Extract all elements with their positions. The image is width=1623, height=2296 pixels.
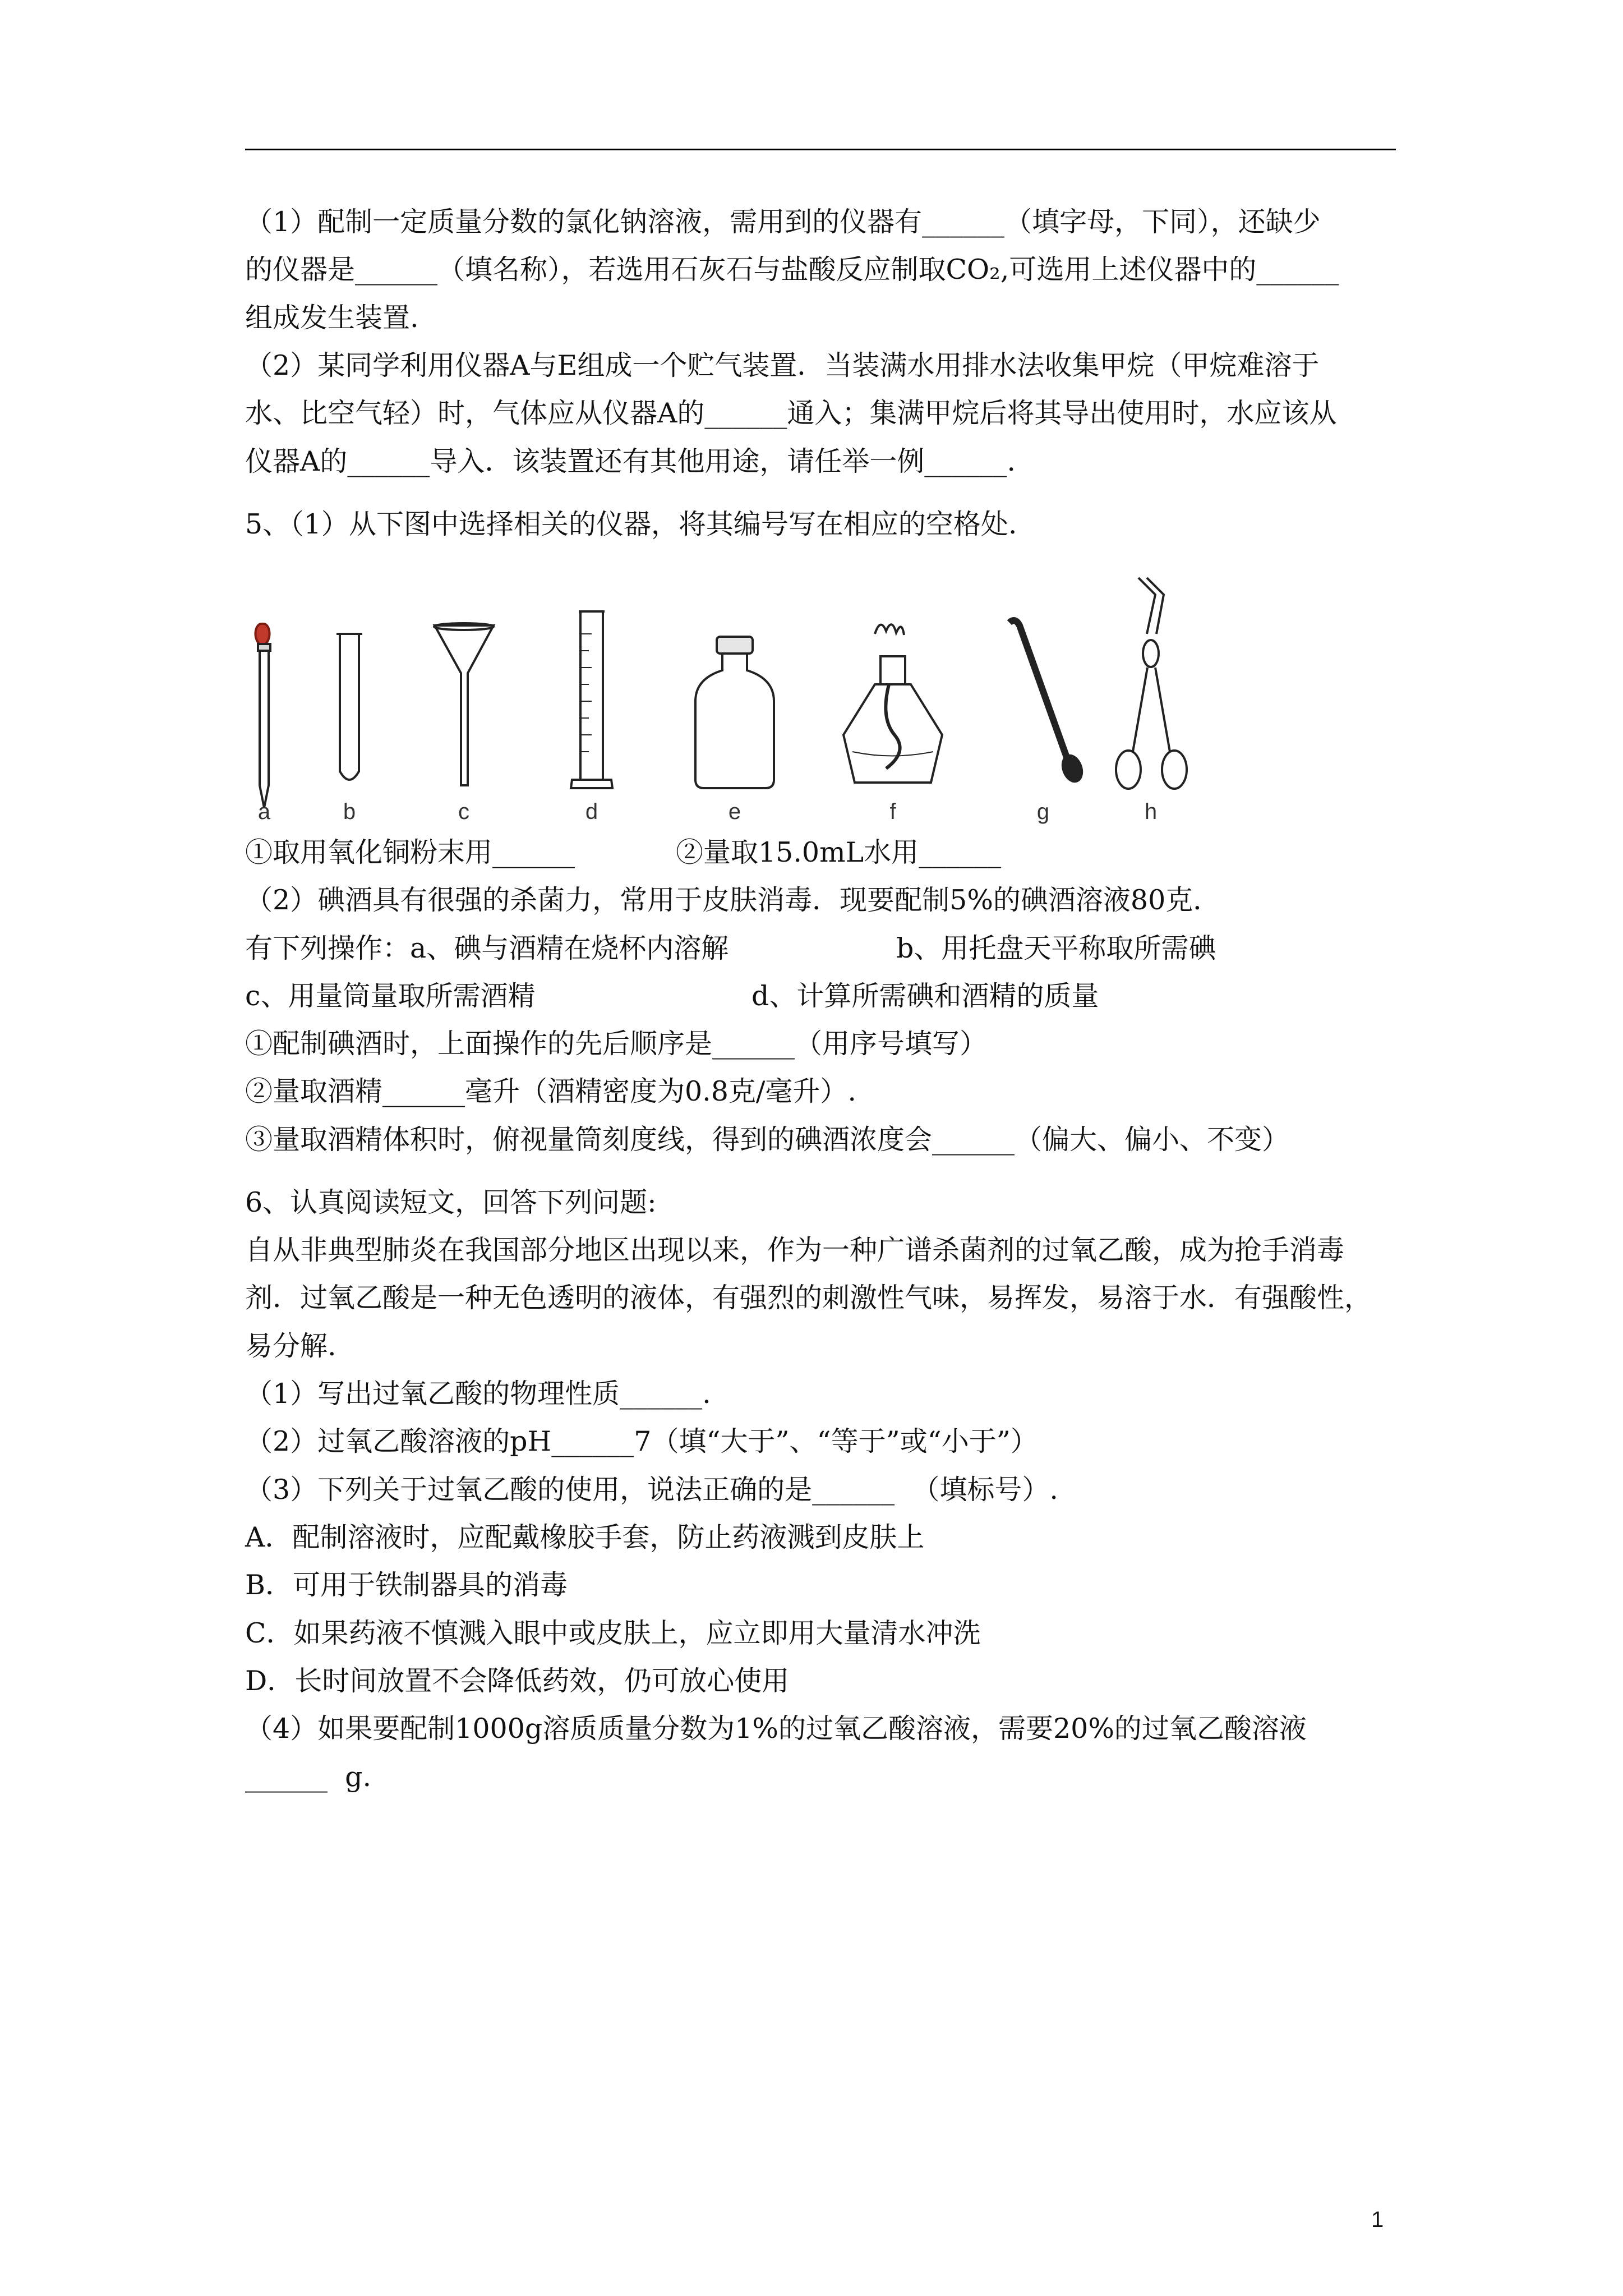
q5-sub3: ③量取酒精体积时，俯视量筒刻度线，得到的碘酒浓度会______（偏大、偏小、不变） — [245, 1124, 1290, 1156]
q6-subq3: （3）下列关于过氧乙酸的使用，说法正确的是______ （填标号）. — [245, 1474, 1058, 1506]
label-f: f — [889, 799, 896, 824]
test-tube-icon — [336, 634, 362, 780]
q6-subq2: （2）过氧乙酸溶液的pH______7（填“大于”、“等于”或“小于”） — [245, 1425, 1038, 1457]
q5-ops-intro: 有下列操作：a、碘与酒精在烧杯内溶解 — [245, 932, 729, 964]
q5-question1b: ②量取15.0mL水用______ — [676, 836, 1002, 868]
q6-option-d: D．长时间放置不会降低药效，仍可放心使用 — [245, 1665, 790, 1697]
q6-subq1: （1）写出过氧乙酸的物理性质______. — [245, 1378, 711, 1410]
q6-passage-line1: 自从非典型肺炎在我国部分地区出现以来，作为一种广谱杀菌剂的过氧乙酸，成为抢手消毒 — [245, 1234, 1345, 1266]
q6-title: 6、认真阅读短文，回答下列问题: — [245, 1186, 657, 1218]
dropper-icon — [255, 624, 270, 808]
crucible-tongs-icon — [1116, 578, 1187, 789]
q5-part2: （2）碘酒具有很强的杀菌力，常用于皮肤消毒．现要配制5%的碘酒溶液80克． — [245, 884, 1221, 916]
q4-part2-line1: （2）某同学利用仪器A与E组成一个贮气装置．当装满水用排水法收集甲烷（甲烷难溶于 — [245, 349, 1320, 381]
q6-subq4-line2: ______ g. — [245, 1761, 372, 1793]
q5-title: 5、（1）从下图中选择相关的仪器，将其编号写在相应的空格处. — [245, 508, 1017, 540]
label-d: d — [585, 799, 598, 824]
label-b: b — [343, 799, 356, 824]
q6-passage-line3: 易分解. — [245, 1330, 336, 1362]
q4-part2-line3: 仪器A的______导入．该装置还有其他用途，请任举一例______. — [245, 445, 1016, 477]
header-rule — [245, 149, 1396, 150]
page-number: 1 — [1371, 2207, 1384, 2232]
q4-part1-line2: 的仪器是______（填名称），若选用石灰石与盐酸反应制取CO₂,可选用上述仪器中的______ — [245, 254, 1339, 286]
funnel-icon — [434, 623, 494, 785]
q6-option-a: A．配制溶液时，应配戴橡胶手套，防止药液溅到皮肤上 — [245, 1521, 925, 1553]
q5-op-c: c、用量筒量取所需酒精 — [245, 980, 536, 1012]
q5-question1a: ①取用氧化铜粉末用______ — [245, 836, 575, 868]
q5-sub1: ①配制碘酒时，上面操作的先后顺序是______（用序号填写） — [245, 1028, 988, 1060]
spatula-icon — [1009, 620, 1085, 784]
label-e: e — [728, 799, 741, 824]
q5-op-d: d、计算所需碘和酒精的质量 — [751, 980, 1099, 1012]
q6-passage-line2: 剂．过氧乙酸是一种无色透明的液体，有强烈的刺激性气味，易挥发，易溶于水．有强酸性， — [245, 1282, 1372, 1314]
q6-option-b: B．可用于铁制器具的消毒 — [245, 1569, 568, 1601]
graduated-cylinder-icon — [571, 611, 612, 788]
label-g: g — [1036, 799, 1050, 824]
label-a: a — [257, 799, 271, 824]
q4-part1-line1: （1）配制一定质量分数的氯化钠溶液，需用到的仪器有______（填字母，下同），还缺少 — [245, 206, 1321, 238]
q6-subq4-line1: （4）如果要配制1000g溶质质量分数为1%的过氧乙酸溶液，需要20%的过氧乙酸溶液 — [245, 1713, 1307, 1745]
q5-sub2: ②量取酒精______毫升（酒精密度为0.8克/毫升）. — [245, 1075, 857, 1107]
q5-op-b: b、用托盘天平称取所需碘 — [896, 932, 1216, 964]
q4-part1-line3: 组成发生装置. — [245, 302, 419, 334]
q4-part2-line2: 水、比空气轻）时，气体应从仪器A的______通入；集满甲烷后将其导出使用时，水应该从 — [245, 397, 1337, 429]
alcohol-lamp-icon — [843, 624, 942, 783]
reagent-bottle-icon — [695, 637, 774, 788]
label-c: c — [458, 799, 469, 824]
label-h: h — [1144, 799, 1158, 824]
lab-apparatus-figure — [236, 572, 1234, 836]
q6-option-c: C．如果药液不慎溅入眼中或皮肤上，应立即用大量清水冲洗 — [245, 1617, 981, 1649]
